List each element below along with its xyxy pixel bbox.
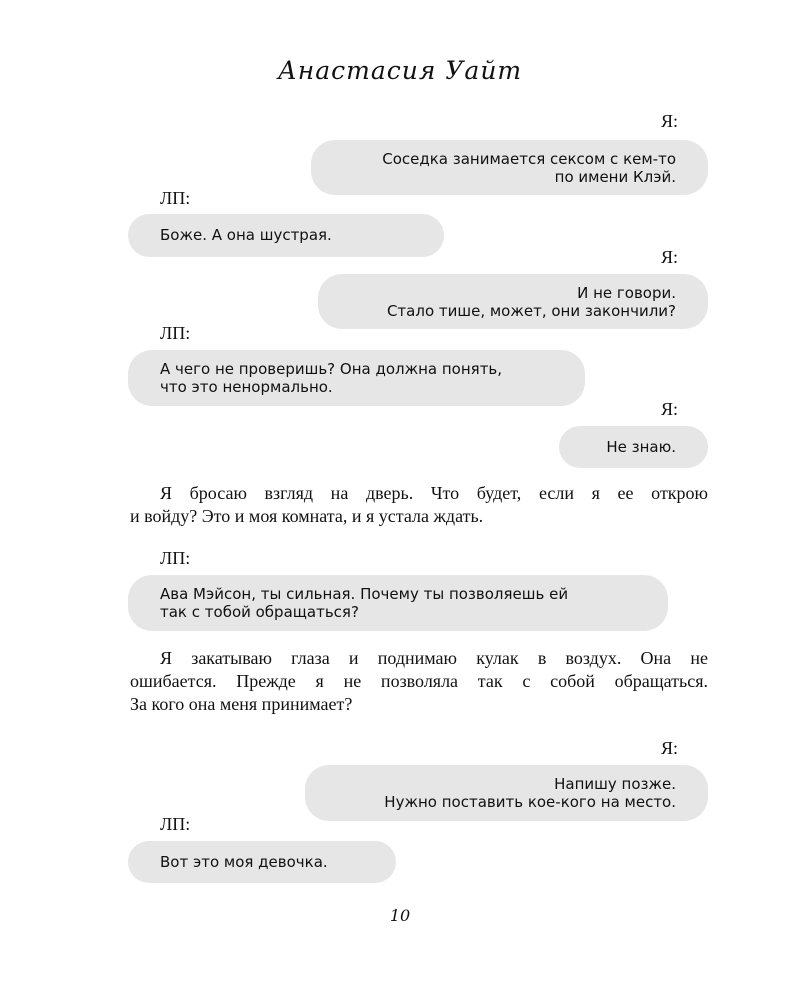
message-line: Вот это моя девочка. — [160, 853, 328, 871]
chat-bubble-outgoing — [559, 426, 708, 468]
paragraph-line: Я бросаю взгляд на дверь. Что будет, если я ее открою — [160, 483, 708, 503]
chat-bubble-outgoing — [311, 140, 708, 195]
paragraph-line: и войду? Это и моя комната, и я устала ждать. — [130, 506, 484, 526]
message-line: по имени Клэй. — [554, 168, 676, 186]
speaker-label-me: Я: — [660, 111, 678, 131]
chat-bubble-incoming — [128, 575, 668, 631]
chat-bubble-incoming — [128, 350, 585, 406]
message-line: так с тобой обращаться? — [160, 603, 359, 621]
page-number: 10 — [389, 906, 411, 925]
message-line: что это ненормально. — [160, 378, 333, 396]
narrative-paragraph — [130, 647, 708, 716]
running-title: Анастасия Уайт — [277, 56, 523, 85]
message-line: Соседка занимается сексом с кем-то — [382, 150, 676, 168]
message-line: А чего не проверишь? Она должна понять, — [160, 360, 503, 378]
chat-bubble-outgoing — [318, 274, 708, 329]
paragraph-line: Я закатываю глаза и поднимаю кулак в воздух. Она не — [160, 648, 708, 668]
message-line: Боже. А она шустрая. — [160, 226, 332, 244]
chat-bubble-incoming — [128, 841, 396, 883]
speaker-label-me: Я: — [660, 399, 678, 419]
narrative-paragraph — [130, 482, 708, 528]
message-line: Нужно поставить кое-кого на место. — [384, 793, 676, 811]
message-line: Не знаю. — [606, 438, 676, 456]
message-line: Ава Мэйсон, ты сильная. Почему ты позволяешь ей — [160, 585, 569, 603]
message-line: И не говори. — [577, 284, 676, 302]
chat-bubble-incoming — [128, 214, 444, 257]
speaker-label-me: Я: — [660, 738, 678, 758]
paragraph-line: ошибается. Прежде я не позволяла так с собой обращаться. — [130, 671, 708, 691]
message-line: Напишу позже. — [554, 775, 676, 793]
message-line: Стало тише, может, они закончили? — [386, 302, 676, 320]
speaker-label-lp: ЛП: — [160, 323, 191, 343]
speaker-label-lp: ЛП: — [160, 188, 191, 208]
speaker-label-lp: ЛП: — [160, 548, 191, 568]
paragraph-line: За кого она меня принимает? — [130, 694, 353, 714]
chat-bubble-outgoing — [305, 765, 708, 821]
speaker-label-me: Я: — [660, 247, 678, 267]
speaker-label-lp: ЛП: — [160, 814, 191, 834]
